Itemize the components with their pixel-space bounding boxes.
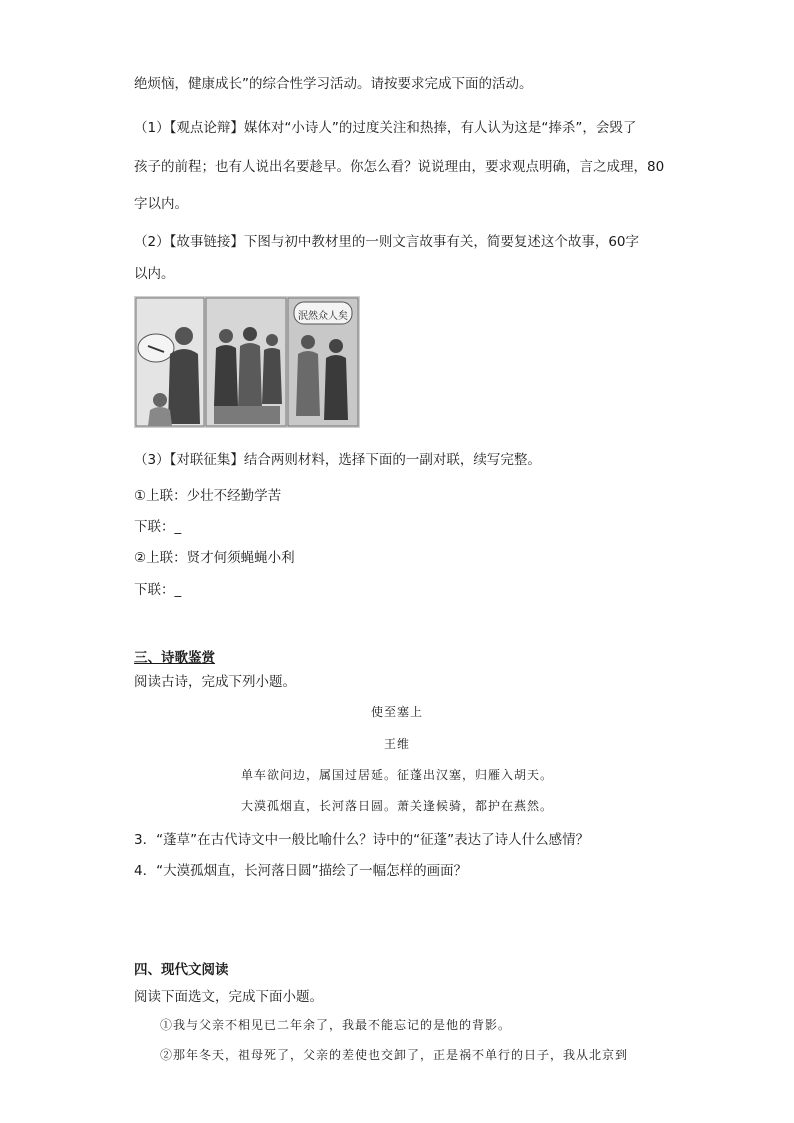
intro-line: 绝烦恼，健康成长”的综合性学习活动。请按要求完成下面的活动。 (134, 76, 533, 92)
section-4-instruction: 阅读下面选文，完成下面小题。 (134, 989, 323, 1005)
speech-bubble-text: 泯然众人矣 (298, 311, 348, 322)
story-illustration (134, 296, 360, 428)
poem-line-1: 单车欲问边，属国过居延。征蓬出汉塞，归雁入胡天。 (240, 768, 553, 782)
question-3-line: （3）【对联征集】结合两则材料，选择下面的一副对联，续写完整。 (134, 452, 541, 468)
poem-title: 使至塞上 (370, 705, 423, 719)
question-1-line-2: 孩子的前程；也有人说出名要趁早。你怎么看？说说理由，要求观点明确，言之成理，80 (134, 159, 665, 175)
couplet-2-lower: 下联：_ (134, 582, 182, 598)
poem-line-2: 大漠孤烟直，长河落日圆。萧关逢候骑，都护在燕然。 (240, 799, 553, 813)
section-3-instruction: 阅读古诗，完成下列小题。 (134, 674, 296, 690)
poem-author: 王维 (383, 737, 410, 751)
passage-paragraph-1: ①我与父亲不相见已二年余了，我最不能忘记的是他的背影。 (160, 1018, 512, 1032)
question-2-line-2: 以内。 (134, 266, 175, 282)
question-3: 3．“蓬草”在古代诗文中一般比喻什么？诗中的“征蓬”表达了诗人什么感情？ (134, 832, 590, 848)
question-1-line-1: （1）【观点论辩】媒体对“小诗人”的过度关注和热捧，有人认为这是“捧杀”，会毁了 (134, 120, 637, 136)
couplet-2-upper: ②上联：贤才何须蝇蝇小利 (134, 550, 295, 566)
question-4: 4．“大漠孤烟直，长河落日圆”描绘了一幅怎样的画面？ (134, 863, 468, 879)
couplet-1-upper: ①上联：少壮不经勤学苦 (134, 488, 282, 504)
question-1-line-3: 字以内。 (134, 196, 188, 212)
couplet-1-lower: 下联：_ (134, 519, 182, 535)
question-2-line-1: （2）【故事链接】下图与初中教材里的一则文言故事有关，简要复述这个故事，60字 (134, 234, 640, 250)
section-4-heading: 四、现代文阅读 (134, 962, 229, 978)
passage-paragraph-2: ②那年冬天，祖母死了，父亲的差使也交卸了，正是祸不单行的日子，我从北京到 (160, 1048, 629, 1062)
section-3-heading: 三、诗歌鉴赏 (134, 650, 215, 666)
